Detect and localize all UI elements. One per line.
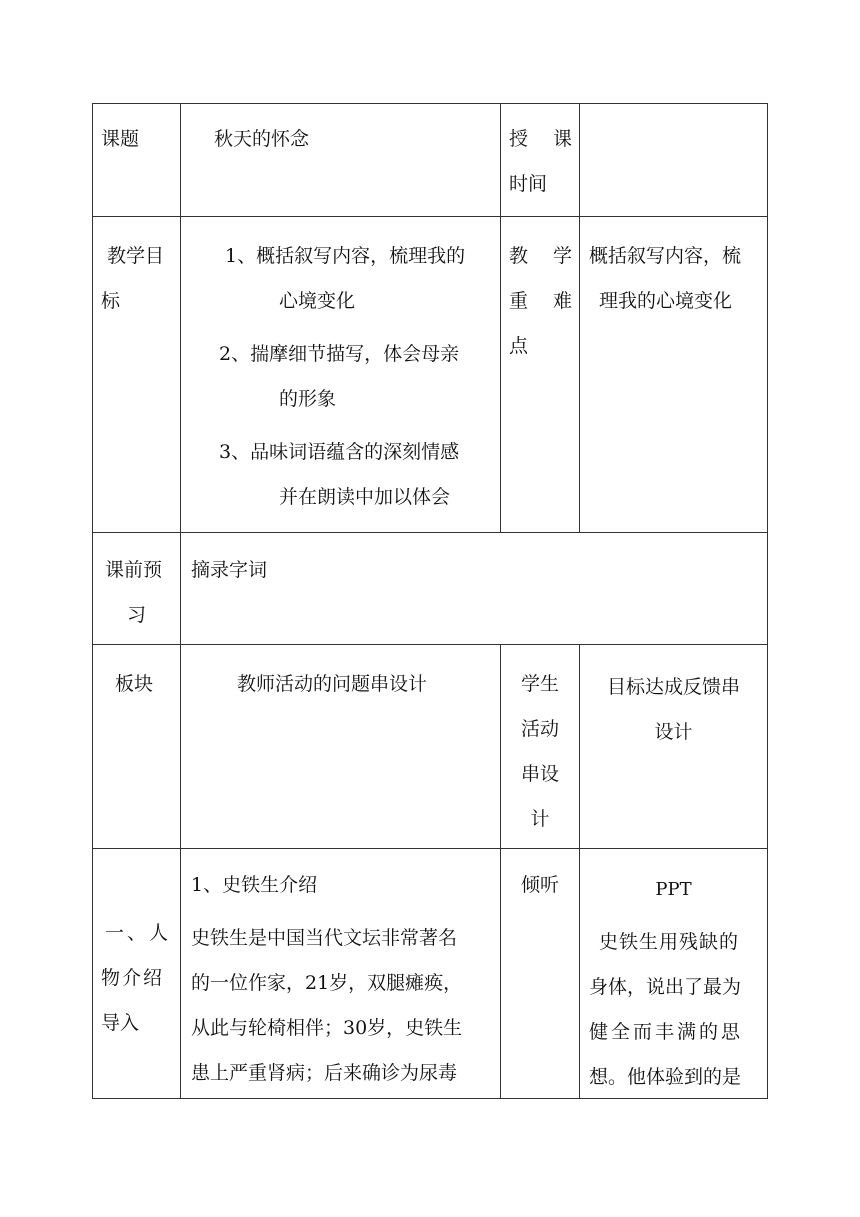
header-block: 板块 — [115, 673, 154, 695]
intro-feedback — [580, 849, 767, 1098]
key-label-line2 — [509, 279, 572, 324]
cell-intro-teacher — [181, 849, 501, 1099]
goal-line: 2、揣摩细节描写，体会母亲 — [219, 343, 460, 365]
cell-title-label — [93, 104, 181, 217]
cell-title-value — [181, 104, 501, 217]
cell-intro-label — [93, 849, 181, 1099]
intro-teacher-line: 患上严重肾病；后来确诊为尿毒 — [191, 1062, 458, 1084]
cell-preview-label — [93, 533, 181, 645]
preview-label-line2: 习 — [127, 604, 147, 626]
intro-teacher-line: 的一位作家，21岁，双腿瘫痪， — [191, 972, 463, 994]
table-row-title — [93, 104, 768, 217]
header-student-line: 串设 — [520, 763, 559, 785]
key-label-char: 难 — [552, 290, 572, 312]
key-label-line1 — [509, 234, 572, 279]
key-label-char: 学 — [552, 245, 572, 267]
goal-line: 并在朗读中加以体会 — [279, 486, 451, 508]
goals-label-line2: 标 — [101, 290, 121, 312]
intro-label — [93, 849, 180, 1046]
goal-item — [181, 430, 500, 520]
cell-time-label — [501, 104, 580, 217]
header-feedback — [580, 645, 767, 755]
cell-intro-student — [501, 849, 580, 1099]
cell-key-points-label — [501, 217, 580, 533]
header-student-line: 活动 — [520, 718, 559, 740]
key-value-line1: 概括叙写内容，梳 — [589, 245, 742, 267]
header-teacher-activity: 教师活动的问题串设计 — [237, 673, 428, 695]
key-label-line3: 点 — [509, 335, 529, 357]
goals-label-line1: 教学目 — [107, 245, 165, 267]
preview-value: 摘录字词 — [191, 559, 268, 581]
intro-feedback-line: 史铁生用残缺的 — [599, 931, 740, 953]
goal-line: 心境变化 — [279, 290, 356, 312]
time-label-line1 — [509, 117, 572, 162]
header-student-activity — [501, 645, 579, 842]
goal-item — [181, 332, 500, 422]
key-label-char: 重 — [509, 290, 529, 312]
key-label-char: 教 — [509, 245, 529, 267]
lesson-plan-table — [92, 103, 768, 1099]
cell-header-student — [501, 645, 580, 849]
intro-student-activity: 倾听 — [520, 874, 559, 896]
cell-header-feedback — [580, 645, 768, 849]
cell-preview-value — [181, 533, 768, 645]
preview-label-line1: 课前预 — [105, 559, 163, 581]
header-student-line: 计 — [530, 808, 550, 830]
goals-label — [93, 217, 180, 324]
table-row-intro — [93, 849, 768, 1099]
time-value — [580, 104, 767, 117]
intro-feedback-line: 身体，说出了最为 — [589, 976, 742, 998]
key-points-value — [580, 217, 767, 324]
cell-key-points-value — [580, 217, 768, 533]
cell-goals-list — [181, 217, 501, 533]
cell-header-teacher — [181, 645, 501, 849]
goal-line: 1、概括叙写内容，梳理我的 — [225, 245, 466, 267]
header-feedback-line1: 目标达成反馈串 — [606, 676, 740, 698]
title-label: 课题 — [101, 128, 140, 150]
table-row-header — [93, 645, 768, 849]
intro-teacher-line: 从此与轮椅相伴；30岁，史铁生 — [191, 1017, 463, 1039]
key-value-line2: 理我的心境变化 — [599, 290, 733, 312]
intro-teacher-line: 史铁生是中国当代文坛非常著名 — [191, 927, 458, 949]
time-label-char: 授 — [509, 128, 529, 150]
cell-header-block — [93, 645, 181, 849]
intro-feedback-line: 想。他体验到的是 — [589, 1066, 742, 1088]
preview-label — [93, 533, 180, 638]
intro-label-line1: 一、人 — [105, 922, 172, 944]
goal-line: 的形象 — [279, 388, 337, 410]
cell-intro-feedback — [580, 849, 768, 1099]
goal-item — [181, 234, 500, 324]
time-label-line2: 时间 — [509, 173, 548, 195]
intro-teacher-heading: 1、史铁生介绍 — [191, 874, 318, 896]
cell-goals-label — [93, 217, 181, 533]
table-row-preview — [93, 533, 768, 645]
time-label-char: 课 — [552, 128, 572, 150]
intro-feedback-heading: PPT — [655, 879, 692, 900]
lesson-title: 秋天的怀念 — [214, 128, 310, 150]
intro-label-line2: 物介绍 — [101, 967, 165, 989]
table-row-goals — [93, 217, 768, 533]
header-feedback-line2: 设计 — [654, 721, 693, 743]
time-label — [501, 104, 579, 207]
intro-teacher-activity — [181, 849, 500, 1098]
cell-time-value — [580, 104, 768, 217]
intro-feedback-line: 健全而丰满的思 — [589, 1021, 744, 1043]
goal-line: 3、品味词语蕴含的深刻情感 — [219, 441, 460, 463]
key-points-label — [501, 217, 579, 369]
goals-list — [181, 217, 500, 520]
intro-label-line3: 导入 — [101, 1012, 140, 1034]
header-student-line: 学生 — [520, 673, 559, 695]
